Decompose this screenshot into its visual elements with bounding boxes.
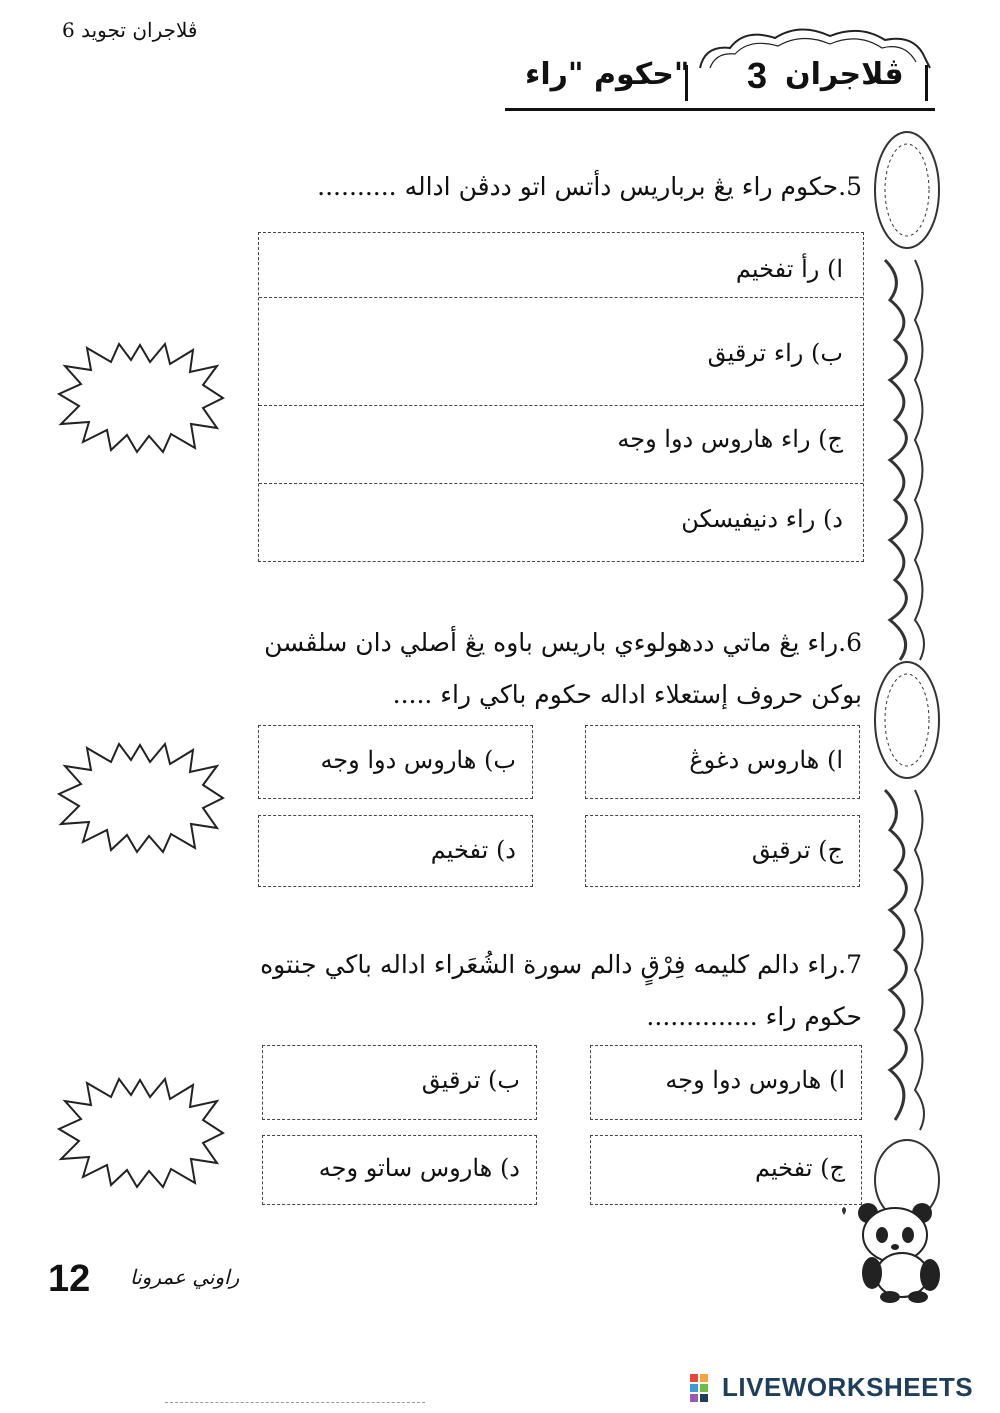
q6-option-c[interactable]: ج) ترقيق	[585, 815, 860, 887]
author-name: راوني عمرونا	[130, 1265, 240, 1289]
book-title: ڤلاجران تجويد 6	[62, 18, 198, 42]
answer-starburst-7[interactable]	[55, 1075, 225, 1190]
q7-option-d[interactable]: د) هاروس ساتو وجه	[262, 1135, 537, 1205]
q7-option-c[interactable]: ج) تفخيم	[590, 1135, 862, 1205]
question-6-line-1: 6.راء يڠ ماتي ددهولوءي باريس باوه يڠ أصلي دان سلڤسن	[264, 628, 862, 657]
row-divider	[259, 297, 863, 298]
row-divider	[259, 483, 863, 484]
q5-option-d[interactable]: د) راء دنيفيسکن	[681, 505, 843, 533]
panda-illustration	[830, 1195, 950, 1305]
question-5-options-table	[258, 232, 864, 562]
decorative-border	[870, 130, 945, 1210]
question-7-line-1: 7.راء دالم کليمه فِرْقٍ دالم سورة الشُعَراء اداله باکي جنتوه	[260, 950, 862, 979]
bottom-rule	[165, 1402, 425, 1403]
liveworksheets-logo	[690, 1372, 990, 1406]
question-7-line-2: حکوم راء ..............	[646, 1002, 862, 1031]
question-6-number: 6.	[838, 628, 862, 657]
q5-option-a[interactable]: ا) رأ تفخيم	[735, 255, 843, 283]
question-5-number: 5.	[838, 172, 862, 201]
q7-option-b[interactable]: ب) ترقيق	[262, 1045, 537, 1120]
liveworksheets-icon	[690, 1374, 718, 1404]
q6-option-d[interactable]: د) تفخيم	[258, 815, 533, 887]
chapter-word: ڤلاجران	[785, 57, 904, 92]
q5-option-c[interactable]: ج) راء هاروس دوا وجه	[617, 425, 843, 453]
page-number: 12	[48, 1258, 91, 1300]
liveworksheets-text: LIVEWORKSHEETS	[722, 1372, 974, 1402]
chapter-number: 3	[747, 55, 768, 96]
question-7-number: 7.	[838, 950, 862, 979]
q7-option-a[interactable]: ا) هاروس دوا وجه	[590, 1045, 862, 1120]
question-5-text: حکوم راء يڠ برباريس دأتس اتو ددڤن اداله ..........	[317, 172, 839, 201]
question-6-line-2: بوکن حروف إستعلاء اداله حکوم باکي راء .....	[392, 680, 862, 709]
q6-option-b[interactable]: ب) هاروس دوا وجه	[258, 725, 533, 799]
question-5	[317, 172, 862, 201]
q5-option-b[interactable]: ب) راء ترقيق	[707, 339, 843, 367]
chapter-topic: حکوم "راء"	[525, 57, 690, 92]
title-underline	[505, 108, 935, 111]
title-bar-right	[925, 65, 928, 101]
q6-option-a[interactable]: ا) هاروس دغوڠ	[585, 725, 860, 799]
answer-starburst-6[interactable]	[55, 740, 225, 855]
answer-starburst-5[interactable]	[55, 340, 225, 455]
row-divider	[259, 405, 863, 406]
chapter-title	[505, 55, 935, 105]
